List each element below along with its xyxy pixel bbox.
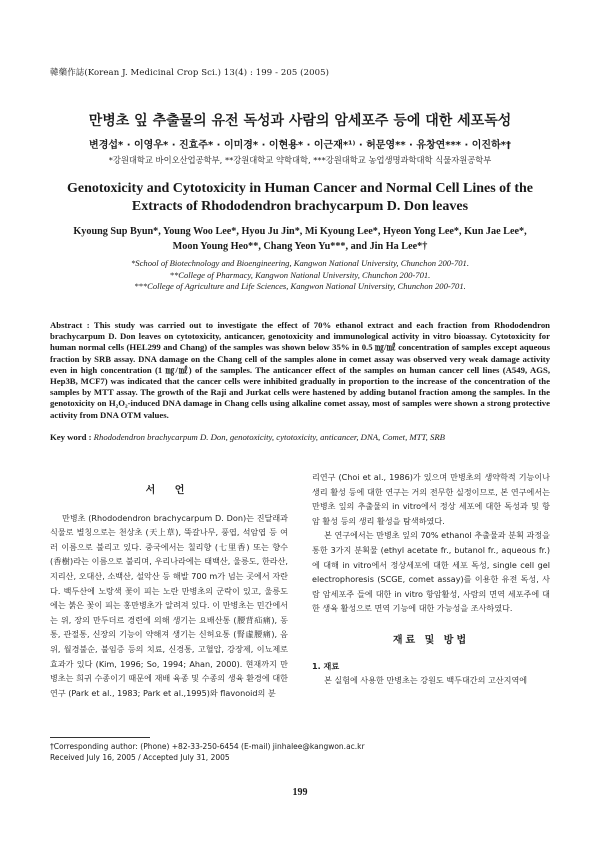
left-column [50, 470, 288, 700]
english-title-line: Extracts of Rhododendron brachycarpum D. Don leaves [131, 199, 469, 214]
abstract: Abstract : This study was carried out to investigate the effect of 70% ethanol extract and each fraction from Rhododendron brachycarpum D. Don leaves on cytotoxicity, anticancer, genotoxicity and immunological activity in vitro bioassay. Cytotoxicity for human normal cells (HEL299 and Chang) of the samples was shown below 35% in 0.5 ㎎/㎖ concentration of samples except aqueous fraction by SRB assay. DNA damage on the Chang cell of the samples alone in comet assay was observed very weak damage activity even in high concentration (1 ㎎/㎖) of the samples. The anticancer effect of the samples on human cancer cell lines (A549, AGS, Hep3B, MCF7) was indicated that the cancer cells were inhibited gradually in proportion to the increase of the concentration of the samples by MTT assay. The growth of the Raji and Jurkat cells were hastened by adding butanol fraction among the samples. In the genotoxicity on H₂O₂-induced DNA damage in Chang cells using alkaline comet assay, most of samples were shown a strong protective activity from DNA OTM values. [50, 320, 550, 420]
methods-paragraph: 본 실험에 사용한 만병초는 강원도 백두대간의 고산지역에 [324, 675, 528, 686]
english-title [40, 180, 560, 216]
english-title-line: Genotoxicity and Cytotoxicity in Human Cancer and Normal Cell Lines of the [66, 181, 533, 196]
page-number: 199 [292, 787, 308, 798]
korean-title: 만병초 잎 추출물의 유전 독성과 사람의 암세포주 등에 대한 세포독성 [88, 113, 512, 129]
journal-header: 韓藥作誌(Korean J. Medicinal Crop Sci.) 13(4) : 199 - 205 (2005) [50, 68, 330, 78]
affiliation-line: *School of Biotechnology and Bioengineering, Kangwon National University, Chunchon 200-701. [131, 258, 469, 268]
footnote-divider [50, 737, 150, 738]
footnote [50, 741, 365, 763]
footnote-line: †Corresponding author: (Phone) +82-33-250-6454 (E-mail) jinhalee@kangwon.ac.kr [50, 742, 365, 751]
footnote-line: Received July 16, 2005 / Accepted July 31, 2005 [50, 753, 230, 762]
korean-authors: 변경섭* · 이영우* · 진효주* · 이미경* · 이현용* · 이근재*¹⁾ · 허문영** · 유창연*** · 이진하*† [89, 140, 511, 151]
english-authors [60, 224, 540, 254]
section-heading-intro: 서 언 [145, 485, 193, 496]
keywords-text: Rhododendron brachycarpum D. Don, genotoxicity, cytotoxicity, anticancer, DNA, Comet, MTT, SRB [93, 432, 445, 442]
english-authors-line: Kyoung Sup Byun*, Young Woo Lee*, Hyou Ju Jin*, Mi Kyoung Lee*, Hyeon Yong Lee*, Kun Jae Lee*, [73, 226, 527, 237]
methods-subheading: 1. 재료 [312, 660, 340, 671]
keywords-label: Key word : [50, 432, 92, 442]
affiliation-line: ***College of Agriculture and Life Sciences, Kangwon National University, Chunchon 200-701. [134, 281, 466, 291]
right-column [312, 470, 550, 688]
english-authors-line: Moon Young Heo**, Chang Yeon Yu***, and Jin Ha Lee*† [172, 241, 428, 252]
affiliation-line: **College of Pharmacy, Kangwon National University, Chunchon 200-701. [169, 269, 431, 280]
intro-paragraph-continued: 리연구 (Choi et al., 1986)가 있으며 만병초의 생약학적 기능이나 생리 활성 등에 대한 연구는 거의 전무한 실정이므로, 본 연구에서는 만병초 잎의 추출물의 in vitro에서 정상 세포에 대한 독성과 및 항암 활성 등의 생리 활성을 탐색하였다. [312, 472, 550, 526]
intro-paragraph: 만병초 (Rhododendron brachycarpum D. Don)는 진달래과 식물로 별칭으로는 천상초 (天上草), 뚝갈나무, 풍엽, 석암엽 등 여러 이름으로 불리고 있다. 중국에서는 칠리향 (七里香) 또는 향수 (香樹)라는 이름으로 불리며, 우리나라에는 태백산, 울릉도, 한라산, 지리산, 오대산, 소백산, 설악산 등 해발 700 m가 넘는 곳에서 자란다. 백두산에 노랑색 꽃이 피는 노란 만병초의 군락이 있고, 울릉도에는 붉은 꽃이 피는 홍만병초가 알려져 있다. 이 만병초는 민간에서는 위, 장의 만두더르 경련에 의해 생기는 요배산통 (腰背疝痛), 동통, 관절통, 신장의 기능이 약해져 생기는 신허요통 (腎虛腰痛), 음위, 월경불순, 불임증 등의 치료, 신경통, 고혈압, 강장제, 이뇨제로 효과가 있다 (Kim, 1996; So, 1994; Ahan, 2000). 현재까지 만병초는 희귀 수종이기 때문에 재배 육종 및 수종의 생육 환경에 대한 연구 (Park et al., 1983; Park et al.,1995)와 flavonoid의 분 [50, 512, 288, 698]
korean-affiliations: *강원대학교 바이오산업공학부, **강원대학교 약학대학, ***강원대학교 농업생명과학대학 식물자원공학부 [108, 155, 492, 165]
intro-paragraph-2: 본 연구에서는 만병초 잎의 70% ethanol 추출물과 분획 과정을 통한 3가지 분획물 (ethyl acetate fr., butanol fr., aqueous fr.)에 대해 in vitro에서 정상세포에 대한 세포 독성, single cell gel electrophoresis (SCGE, comet assay)를 이용한 유전 독성, 사람 암세포주 들에 대한 in vitro 항암활성, 사람의 면역 세포주에 대한 생육 활성으로 면역 기능에 대한 가능성을 조사하였다. [312, 530, 550, 614]
keywords [50, 432, 550, 443]
section-heading-methods: 재료 및 방법 [392, 634, 470, 646]
english-affiliations [60, 258, 540, 293]
